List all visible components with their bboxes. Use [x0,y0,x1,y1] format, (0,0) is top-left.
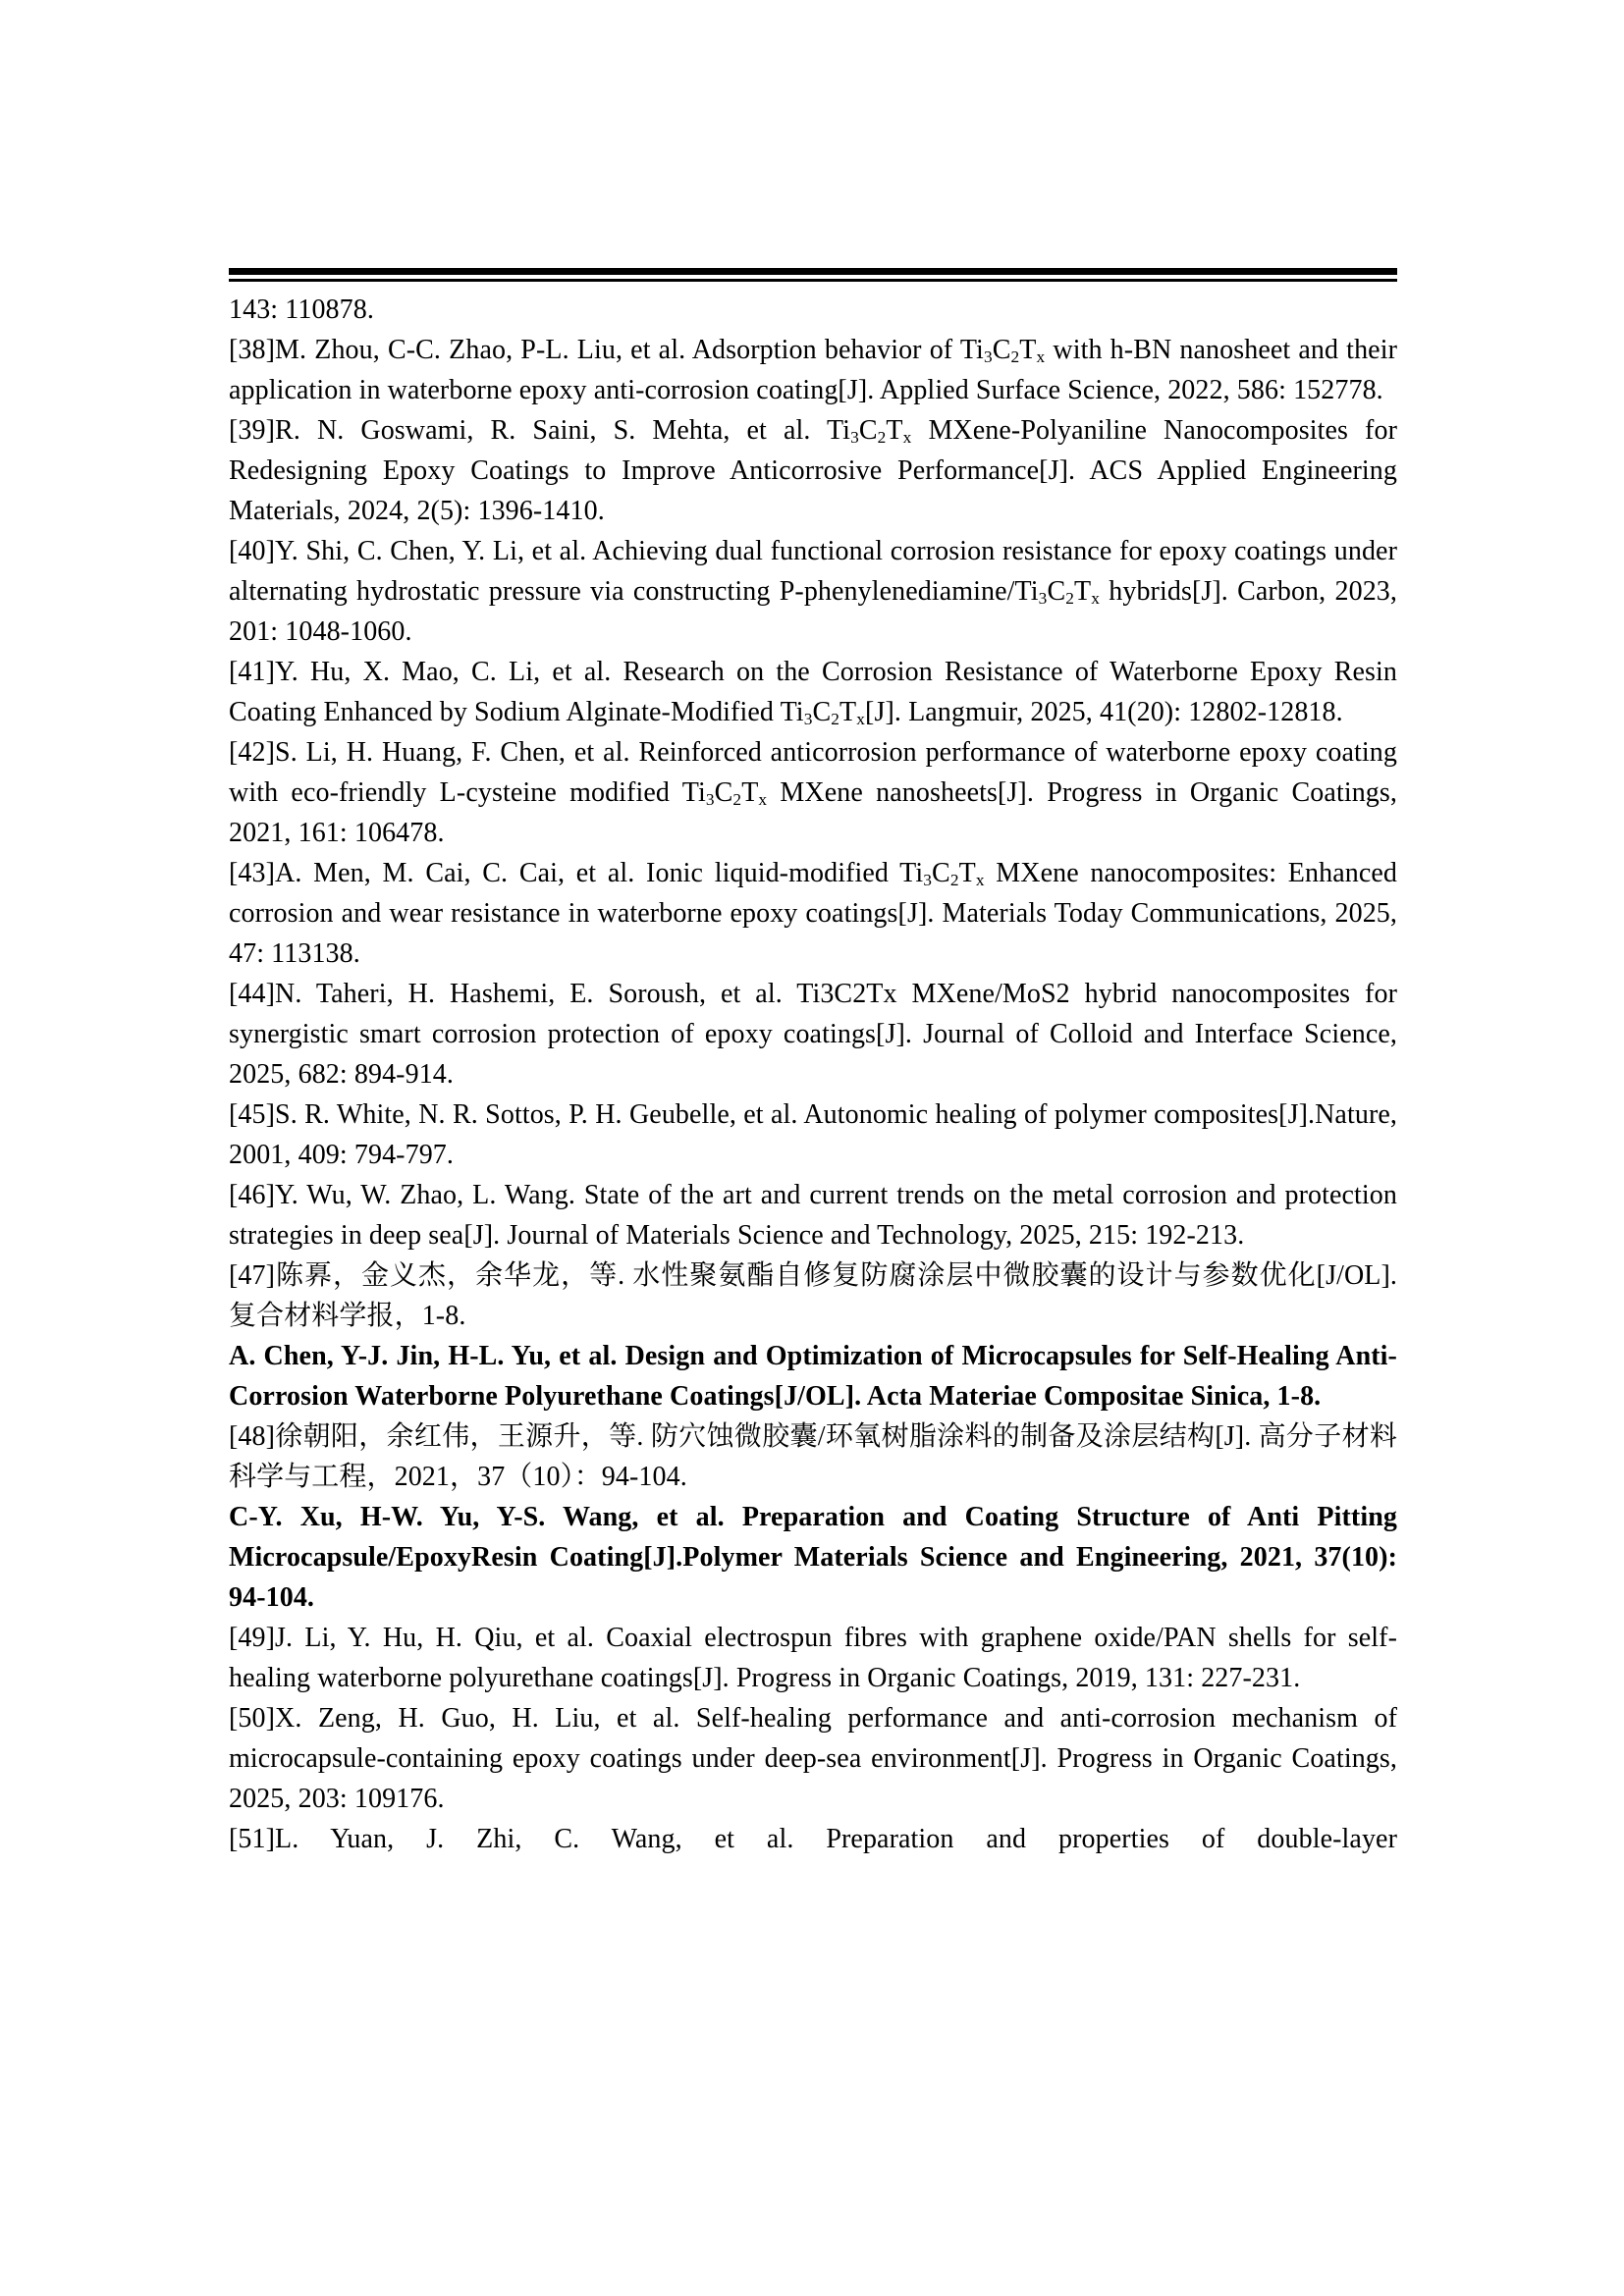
reference-entry: [50]X. Zeng, H. Guo, H. Liu, et al. Self-healing performance and anti-corrosion mechanism of microcapsule-containing epoxy coatings under deep-sea environment[J]. Progress in Organic Coatings, 2025, 203: 109176. [229,1703,1397,1814]
reference-entry: [46]Y. Wu, W. Zhao, L. Wang. State of the art and current trends on the metal corrosion and protection strategies in deep sea[J]. Journal of Materials Science and Technology, 2025, 215: 192-213. [229,1180,1397,1251]
reference-entry: [44]N. Taheri, H. Hashemi, E. Soroush, et al. Ti3C2Tx MXene/MoS2 hybrid nanocomposites for synergistic smart corrosion protection of epoxy coatings[J]. Journal of Colloid and Interface Science, 2025, 682: 894-914. [229,979,1397,1090]
reference-entry: [40]Y. Shi, C. Chen, Y. Li, et al. Achieving dual functional corrosion resistance for epoxy coatings under alternating hydrostatic pressure via constructing $P-phenylenediamine/Ti_3C_2T_x$ hybrids[J]. Carbon, 2023, 201: 1048-1060. [229,536,1397,647]
reference-entry: [39]R. N. Goswami, R. Saini, S. Mehta, et al. $Ti_3C_2T_x$ MXene-Polyaniline Nanocomposites for Redesigning Epoxy Coatings to Improve Anticorrosive Performance[J]. ACS Applied Engineering Materials, 2024, 2(5): 1396-1410. [229,415,1397,526]
reference-entry: [38]M. Zhou, C-C. Zhao, P-L. Liu, et al. Adsorption behavior of $Ti_3C_2T_x$ with h-BN nanosheet and their application in waterborne epoxy anti-corrosion coating[J]. Applied Surface Science, 2022, 586: 152778. [229,335,1397,405]
reference-entry: [43]A. Men, M. Cai, C. Cai, et al. Ionic liquid-modified $Ti_3C_2T_x$ MXene nanocomposites: Enhanced corrosion and wear resistance in waterborne epoxy coatings[J]. Materials Today Communications, 2025, 47: 113138. [229,858,1397,969]
reference-entry: 143: 110878. [229,294,374,325]
reference-entry: [49]J. Li, Y. Hu, H. Qiu, et al. Coaxial electrospun fibres with graphene oxide/PAN shells for self-healing waterborne polyurethane coatings[J]. Progress in Organic Coatings, 2019, 131: 227-231. [229,1623,1397,1693]
reference-entry: [51]L. Yuan, J. Zhi, C. Wang, et al. Preparation and properties of double-layer [229,1824,1397,1854]
reference-entry: [47]陈奡，金义杰，余华龙，等. 水性聚氨酯自修复防腐涂层中微胶囊的设计与参数优化[J/OL]. 复合材料学报，1-8. [229,1260,1397,1331]
header-rule-thin [229,279,1397,282]
reference-entry: [45]S. R. White, N. R. Sottos, P. H. Geubelle, et al. Autonomic healing of polymer composites[J].Nature, 2001, 409: 794-797. [229,1099,1397,1170]
reference-entry: [41]Y. Hu, X. Mao, C. Li, et al. Research on the Corrosion Resistance of Waterborne Epoxy Resin Coating Enhanced by Sodium Alginate-Modified $Ti_3C_2T_x[J]$. Langmuir, 2025, 41(20): 12802-12818. [229,657,1397,728]
reference-entry: A. Chen, Y-J. Jin, H-L. Yu, et al. Design and Optimization of Microcapsules for Self-Healing Anti-Corrosion Waterborne Polyurethane Coatings[J/OL]. Acta Materiae Compositae Sinica, 1-8. [229,1341,1397,1412]
references-list [229,290,1397,1859]
reference-entry: [42]S. Li, H. Huang, F. Chen, et al. Reinforced anticorrosion performance of waterborne epoxy coating with eco-friendly L-cysteine modified $Ti_3C_2T_x$ MXene nanosheets[J]. Progress in Organic Coatings, 2021, 161: 106478. [229,737,1397,848]
header-rule-thick [229,268,1397,275]
reference-entry: [48]徐朝阳，余红伟，王源升，等. 防穴蚀微胶囊/环氧树脂涂料的制备及涂层结构[J]. 高分子材料科学与工程，2021，37（10）：94-104. [229,1421,1397,1492]
reference-entry: C-Y. Xu, H-W. Yu, Y-S. Wang, et al. Preparation and Coating Structure of Anti Pitting Microcapsule/EpoxyResin Coating[J].Polymer Materials Science and Engineering, 2021, 37(10): 94-104. [229,1502,1397,1613]
